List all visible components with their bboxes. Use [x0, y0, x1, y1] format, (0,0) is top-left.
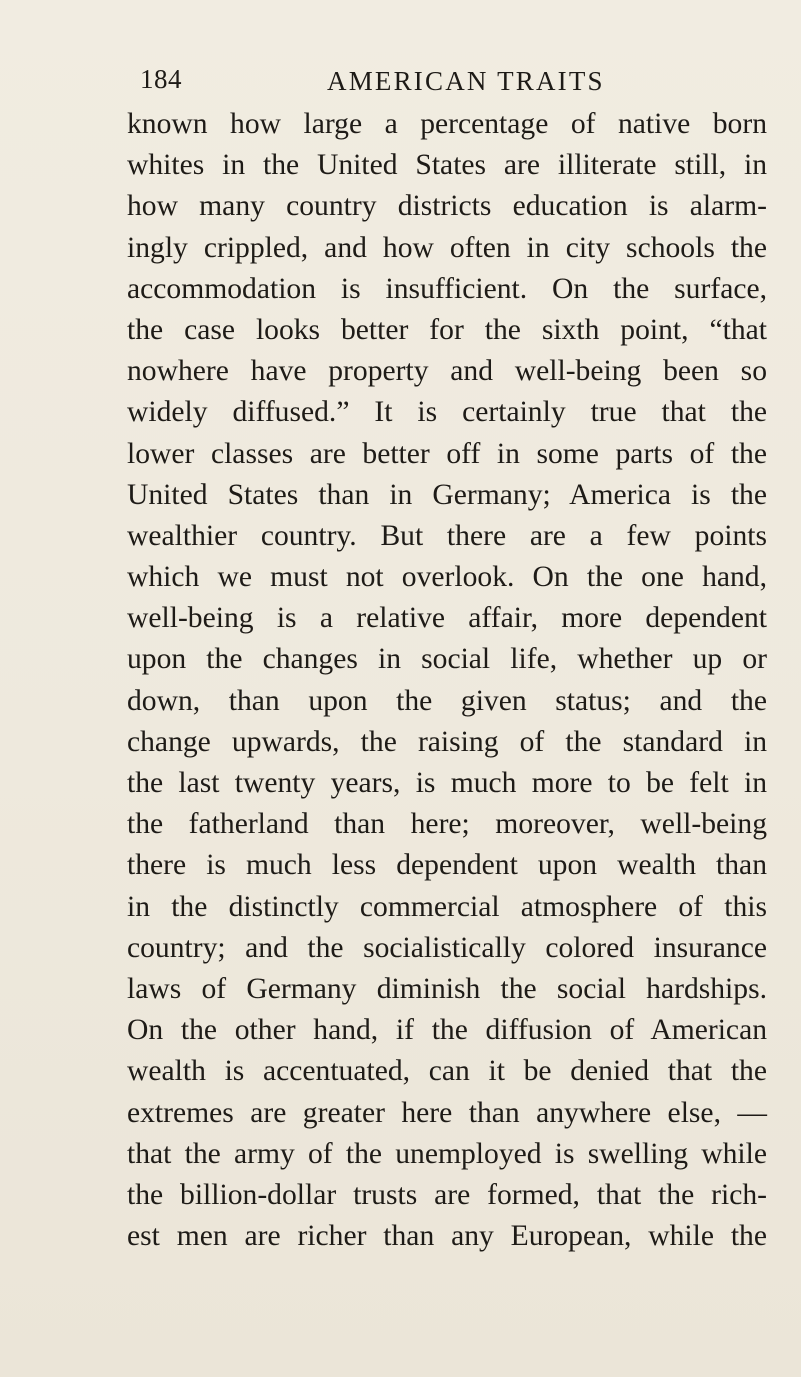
running-title: AMERICAN TRAITS	[327, 66, 605, 96]
text-line: the billion-dollar trusts are formed, that the rich-	[127, 1178, 767, 1211]
text-line: how many country districts education is alarm-	[127, 190, 767, 223]
text-line: the last twenty years, is much more to be felt in	[127, 767, 767, 799]
text-line: the fatherland than here; moreover, well-being	[127, 808, 767, 841]
text-line: wealth is accentuated, can it be denied that the	[127, 1055, 767, 1088]
text-line: widely diffused.” It is certainly true that the	[127, 396, 767, 429]
text-line: the case looks better for the sixth point, “that	[127, 313, 767, 346]
text-line: whites in the United States are illiterate still, in	[127, 149, 767, 182]
text-line: ingly crippled, and how often in city schools the	[127, 231, 767, 264]
running-head	[0, 64, 801, 104]
text-line: well-being is a relative affair, more dependent	[127, 602, 767, 635]
text-line: change upwards, the raising of the standard in	[127, 725, 767, 758]
text-line: extremes are greater here than anywhere else, —	[127, 1096, 767, 1129]
text-line: nowhere have property and well-being been so	[127, 355, 767, 388]
text-line: country; and the socialistically colored insurance	[127, 931, 767, 964]
text-line: which we must not overlook. On the one hand,	[127, 561, 767, 594]
text-line: down, than upon the given status; and the	[127, 684, 767, 717]
page-number: 184	[140, 64, 182, 94]
text-line: lower classes are better off in some parts of the	[127, 437, 767, 470]
text-line: there is much less dependent upon wealth than	[127, 849, 767, 882]
text-line: est men are richer than any European, while the	[127, 1220, 767, 1253]
text-line: On the other hand, if the diffusion of American	[127, 1014, 767, 1047]
text-line: laws of Germany diminish the social hardships.	[127, 972, 767, 1005]
text-line: wealthier country. But there are a few points	[127, 519, 767, 552]
text-line: United States than in Germany; America is the	[127, 478, 767, 511]
text-line: in the distinctly commercial atmosphere of this	[127, 890, 767, 923]
text-line: upon the changes in social life, whether up or	[127, 643, 767, 676]
text-line: accommodation is insufficient. On the surface,	[127, 272, 767, 305]
text-line: known how large a percentage of native born	[127, 108, 767, 140]
text-line: that the army of the unemployed is swelling while	[127, 1137, 767, 1170]
body-text	[127, 104, 767, 1257]
